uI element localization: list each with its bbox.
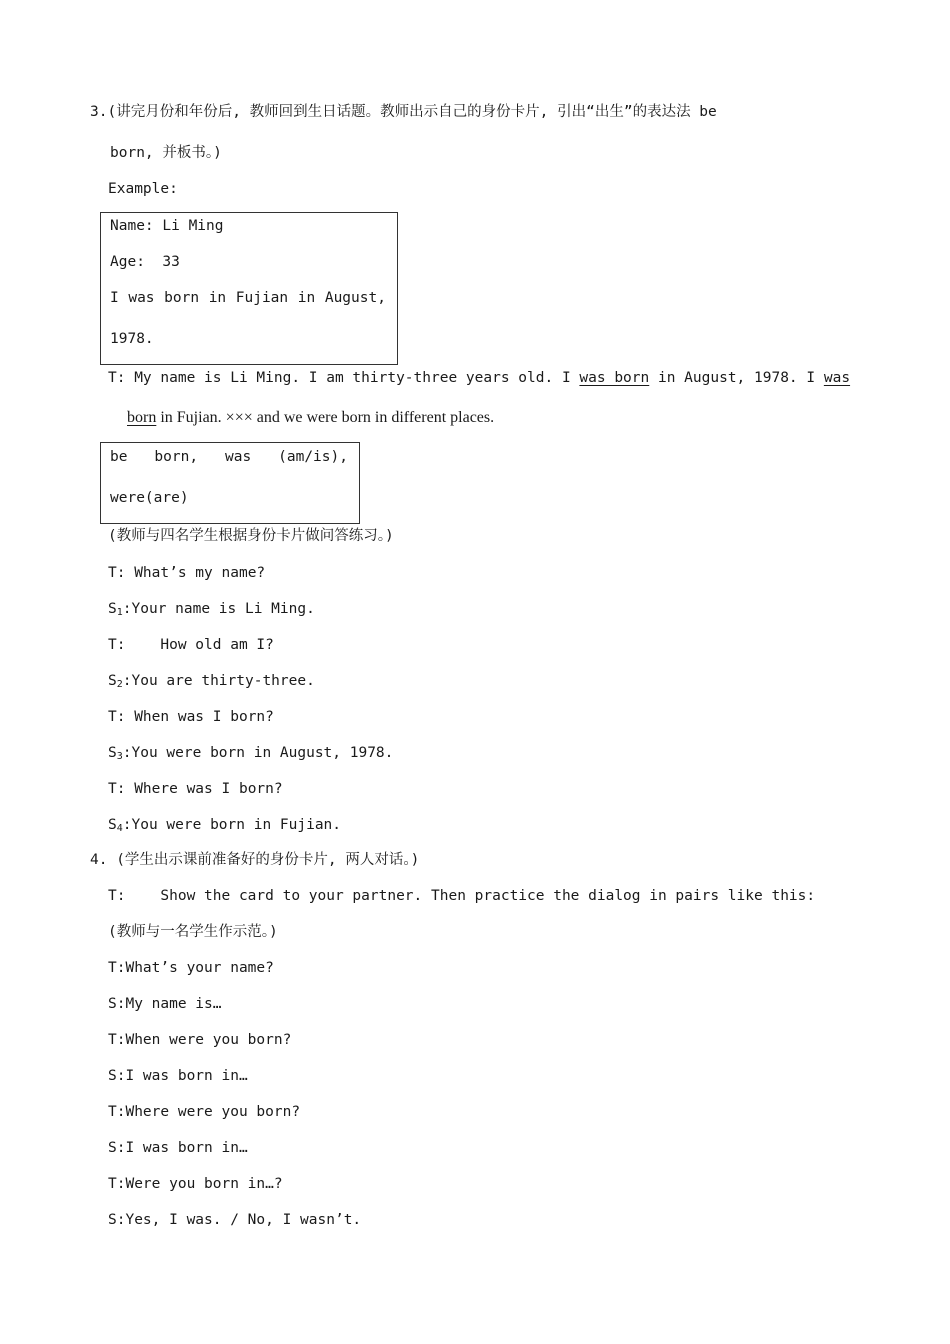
section4-instruction: T: Show the card to your partner. Then practice the dialog in pairs like this: (108, 888, 816, 904)
utterance: You were born in August, 1978. (131, 745, 394, 761)
separator: : (116, 637, 161, 653)
dialog-line: S:My name is… (108, 996, 222, 1012)
separator: : (122, 601, 132, 617)
speaker: T (108, 565, 117, 581)
dialog-line: S:Yes, I was. / No, I wasn’t. (108, 1212, 362, 1228)
section4-note: (教师与一名学生作示范。) (108, 924, 278, 940)
speaker-index: 3 (116, 751, 123, 762)
utterance: You were born in Fujian. (131, 817, 342, 833)
id-card-name: Name: Li Ming (110, 218, 224, 234)
separator: : (122, 745, 132, 761)
utterance: You are thirty-three. (131, 673, 315, 689)
speaker: T (108, 781, 117, 797)
word: in (297, 290, 316, 306)
section4-heading: 4. (学生出示课前准备好的身份卡片, 两人对话。) (90, 852, 420, 868)
separator: : (116, 565, 135, 581)
word: was (128, 290, 155, 306)
speaker: S (108, 817, 117, 833)
grammar-line2: were(are) (110, 490, 189, 506)
speaker-index: 2 (116, 679, 123, 690)
word: born, (154, 449, 199, 465)
word: born (164, 290, 200, 306)
dialog-line: S:I was born in… (108, 1140, 248, 1156)
utterance: Your name is Li Ming. (131, 601, 315, 617)
id-card-born-line (110, 288, 386, 308)
word: in (208, 290, 227, 306)
word: (am/is), (278, 449, 348, 465)
word: be (110, 449, 128, 465)
intro-part: T: My name is Li Ming. I am thirty-three years old. I (108, 370, 580, 386)
grammar-line1 (110, 447, 348, 467)
intro-text (108, 368, 850, 388)
dialog-line (108, 599, 315, 623)
separator: : (122, 673, 132, 689)
dialog-line (108, 815, 341, 839)
utterance: What’s my name? (134, 565, 266, 581)
separator: : (116, 709, 135, 725)
example-label: Example: (108, 181, 178, 197)
intro-part: in August, 1978. I (649, 370, 824, 386)
id-card-age: Age: 33 (110, 254, 180, 270)
section3-heading-cont: born, 并板书。) (110, 145, 222, 161)
id-card-year: 1978. (110, 331, 154, 347)
teacher-intro-line2 (127, 408, 494, 428)
word: I (110, 290, 119, 306)
dialog-line (108, 635, 274, 655)
speaker: S (108, 673, 117, 689)
word: Fujian (235, 290, 289, 306)
underlined-born: born (127, 409, 157, 426)
intro-part: in Fujian. ××× and we were born in different places. (156, 409, 495, 426)
utterance: How old am I? (160, 637, 274, 653)
word: August, (324, 290, 386, 306)
dialog-line: T:What’s your name? (108, 960, 274, 976)
speaker: S (108, 745, 117, 761)
separator: : (116, 781, 135, 797)
dialog-line: T:Were you born in…? (108, 1176, 283, 1192)
teacher-intro-line1 (108, 368, 851, 388)
dialog-line: T:Where were you born? (108, 1104, 301, 1120)
dialog-line (108, 707, 274, 727)
dialog-line (108, 779, 283, 799)
utterance: When was I born? (134, 709, 274, 725)
dialog-line (108, 743, 393, 767)
speaker: S (108, 601, 117, 617)
speaker-index: 1 (116, 607, 123, 618)
section3-heading: 3.(讲完月份和年份后, 教师回到生日话题。教师出示自己的身份卡片, 引出“出生”的表达法 be (90, 104, 717, 120)
separator: : (122, 817, 132, 833)
dialog-line (108, 671, 315, 695)
underlined-was: was (823, 370, 851, 386)
speaker-index: 4 (116, 823, 123, 834)
underlined-was-born: was born (579, 370, 650, 386)
dialog-line: S:I was born in… (108, 1068, 248, 1084)
speaker: T (108, 709, 117, 725)
dialog-line (108, 563, 265, 583)
utterance: Where was I born? (134, 781, 283, 797)
speaker: T (108, 637, 117, 653)
practice-note: (教师与四名学生根据身份卡片做问答练习。) (108, 528, 394, 544)
word: was (225, 449, 252, 465)
dialog-line: T:When were you born? (108, 1032, 292, 1048)
